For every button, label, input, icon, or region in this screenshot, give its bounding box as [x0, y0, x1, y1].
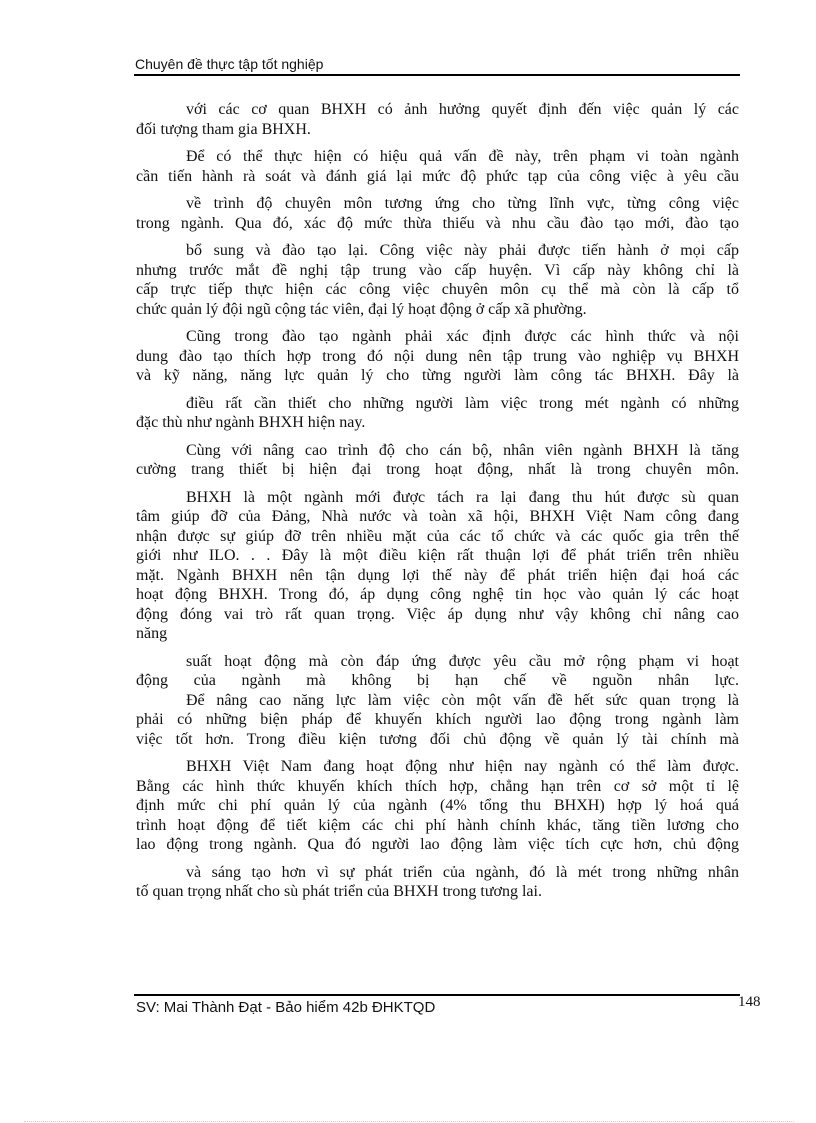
- text-line: định mức chi phí quản lý của ngành (4% tổng thu BHXH) hợp lý hoá quá: [136, 797, 739, 814]
- text-line: đặc thù như ngành BHXH hiện nay.: [136, 414, 366, 431]
- text-line: Để nâng cao năng lực làm việc còn một vấn đề hết sức quan trọng là: [186, 691, 739, 709]
- text-line: trình hoạt động để tiết kiệm các chi phí hành chính khác, tăng tiền lương cho: [136, 816, 739, 834]
- text-line: và sáng tạo hơn vì sự phát triển của ngành, đó là mét trong những nhân: [186, 863, 739, 881]
- text-line: nhận được sự giúp đỡ trên nhiều mặt của các tổ chức và các quốc gia trên thế: [136, 527, 739, 545]
- text-line: BHXH là một ngành mới được tách ra lại đang thu hút được sù quan: [186, 488, 739, 506]
- page-header: [134, 52, 740, 76]
- text-line: đối tượng tham gia BHXH.: [136, 120, 311, 138]
- text-line: cường trang thiết bị hiện đại trong hoạt động, nhất là trong chuyên môn.: [136, 461, 739, 478]
- text-line: dung đào tạo thích hợp trong đó nội dung nên tập trung vào nghiệp vụ BHXH: [136, 347, 739, 365]
- text-line: cấp trực tiếp thực hiện các công việc chuyên môn cụ thể mà còn là cấp tổ: [136, 281, 739, 298]
- text-line: BHXH Việt Nam đang hoạt động như hiện nay ngành có thể làm được.: [186, 758, 739, 775]
- text-line: động của ngành mà không bị hạn chế về nguồn nhân lực.: [136, 672, 739, 689]
- text-line: mặt. Ngành BHXH nên tận dụng lợi thế này để phát triển hiện đại hoá các: [136, 566, 739, 584]
- text-line: Bằng các hình thức khuyến khích thích hợp, chẳng hạn trên cơ sở một tỉ lệ: [136, 777, 739, 795]
- text-line: bổ sung và đào tạo lại. Công việc này phải được tiến hành ở mọi cấp: [186, 242, 739, 259]
- text-line: và kỹ năng, năng lực quản lý cho từng người làm công tác BHXH. Đây là: [136, 367, 739, 384]
- text-line: phải có những biện pháp để khuyến khích người lao động trong ngành làm: [136, 711, 739, 728]
- document-body: [136, 100, 739, 902]
- page-number: 148: [738, 994, 761, 1010]
- text-line: tâm giúp đỡ của Đảng, Nhà nước và toàn xã hội, BHXH Việt Nam công đang: [136, 508, 739, 525]
- text-line: điều rất cần thiết cho những người làm việc trong mét ngành có những: [186, 394, 739, 412]
- text-line: hoạt động BHXH. Trong đó, áp dụng công nghệ tin học vào quản lý các hoạt: [136, 586, 739, 603]
- text-line: về trình độ chuyên môn tương ứng cho từng lĩnh vực, từng công việc: [186, 195, 739, 212]
- text-line: cần tiến hành rà soát và đánh giá lại mức độ phức tạp của công việc à yêu cầu: [136, 167, 739, 185]
- footer-divider: [134, 994, 740, 996]
- text-line: lao động trong ngành. Qua đó người lao động làm việc tích cực hơn, chủ động: [136, 836, 739, 853]
- text-line: Để có thể thực hiện có hiệu quả vấn đề này, trên phạm vi toàn ngành: [186, 148, 739, 165]
- text-line: nhưng trước mắt đề nghị tập trung vào cấp huyện. Vì cấp này không chỉ là: [136, 261, 739, 279]
- text-line: việc tốt hơn. Trong điều kiện tương đối chủ động về quản lý tài chính mà: [136, 730, 739, 748]
- text-line: chức quản lý đội ngũ cộng tác viên, đại lý hoạt động ở cấp xã phường.: [136, 300, 587, 318]
- footer-author: SV: Mai Thành Đạt - Bảo hiểm 42b ĐHKTQD: [136, 999, 436, 1016]
- text-line: năng: [136, 625, 168, 642]
- text-line: trong ngành. Qua đó, xác độ mức thừa thiếu và nhu cầu đào tạo mới, đào tạo: [136, 214, 739, 232]
- text-line: suất hoạt động mà còn đáp ứng được yêu cầu mở rộng phạm vi hoạt: [186, 652, 739, 670]
- text-line: động đóng vai trò rất quan trọng. Việc áp dụng như vậy không chỉ nâng cao: [136, 605, 739, 623]
- text-line: tố quan trọng nhất cho sù phát triển của BHXH trong tương lai.: [136, 883, 542, 900]
- text-line: Cũng trong đào tạo ngành phải xác định được các hình thức và nội: [186, 328, 739, 345]
- page-edge-dotted-line: [24, 1121, 794, 1122]
- text-line: Cùng với nâng cao trình độ cho cán bộ, nhân viên ngành BHXH là tăng: [186, 441, 739, 459]
- text-line: với các cơ quan BHXH có ảnh hưởng quyết định đến việc quản lý các: [186, 101, 739, 118]
- text-line: giới như ILO. . . Đây là một điều kiện rất thuận lợi để phát triển trên nhiều: [136, 547, 739, 564]
- header-title: Chuyên đề thực tập tốt nghiệp: [135, 56, 324, 72]
